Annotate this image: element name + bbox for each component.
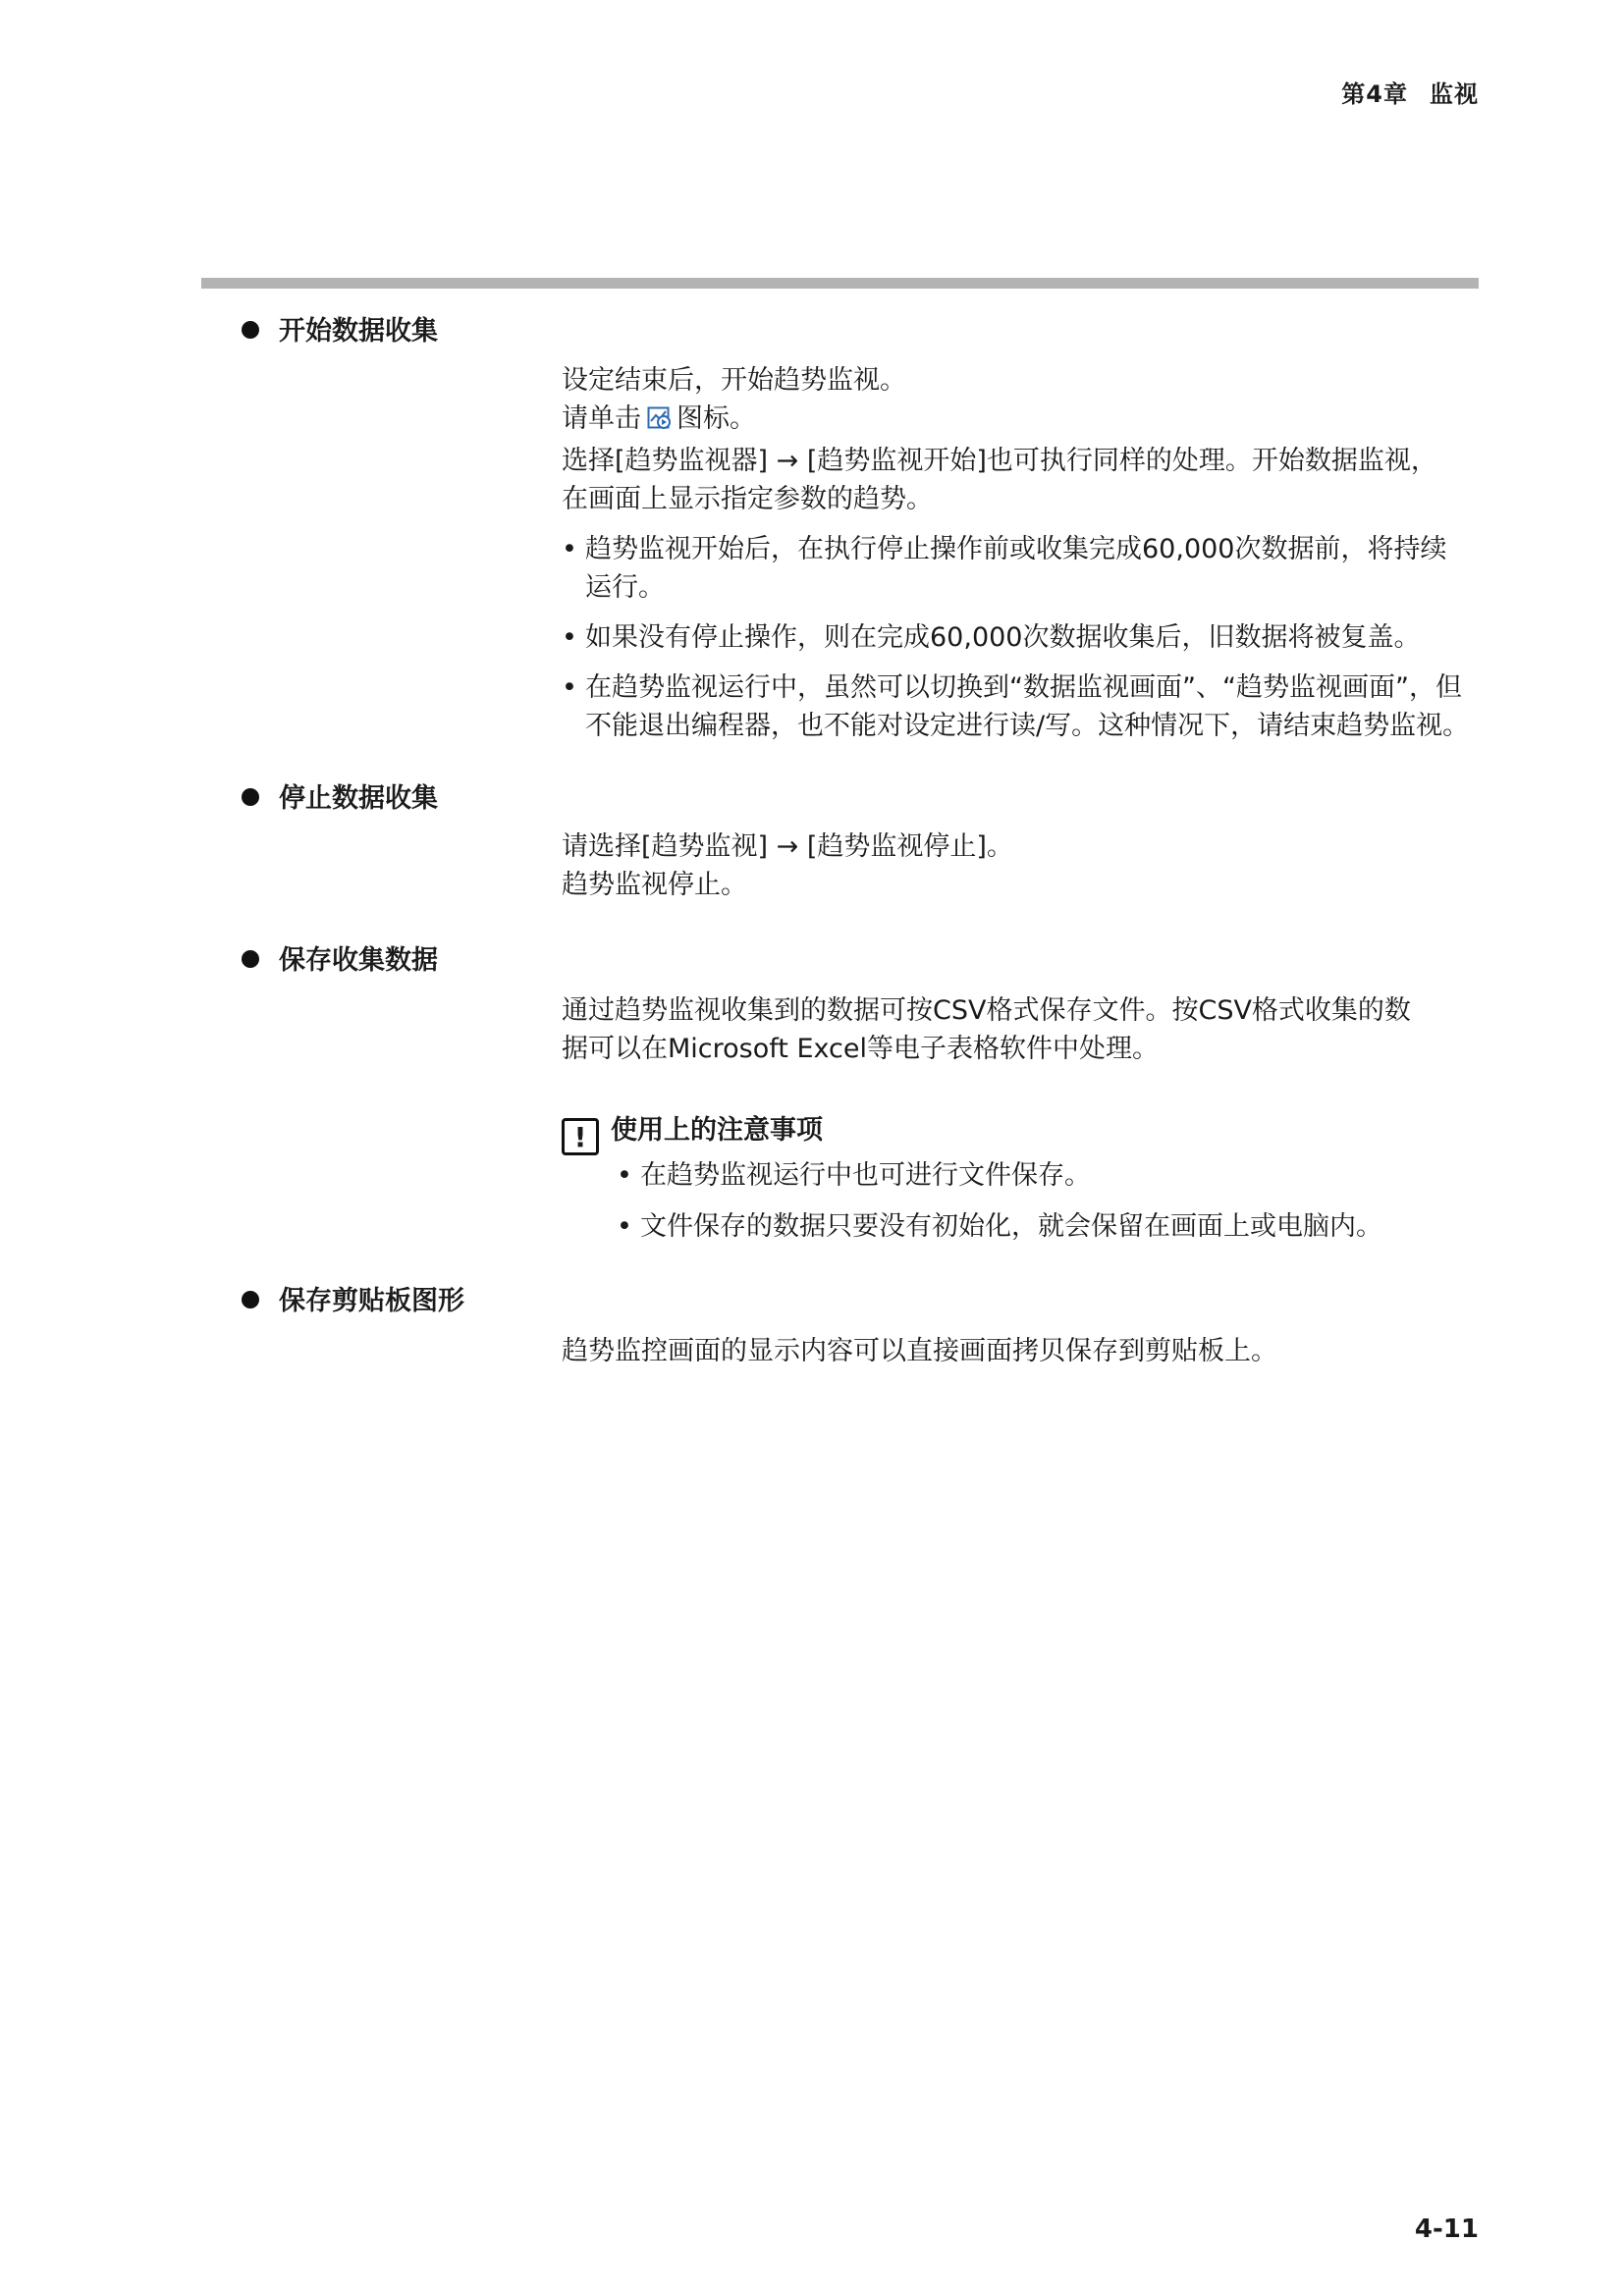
section-body-save-data: 通过趋势监视收集到的数据可按CSV格式保存文件。按CSV格式收集的数 据可以在Microsoft Excel等电子表格软件中处理。 [562, 995, 1411, 1064]
list-item: • 在趋势监视运行中，虽然可以切换到“数据监视画面”、“趋势监视画面”，但 不能退出编程器，也不能对设定进行读/写。这种情况下，请结束趋势监视。 [562, 668, 1485, 745]
caution-heading: ! 使用上的注意事项 [562, 1109, 823, 1155]
bullet-mark: • [617, 1160, 632, 1191]
page-number: 4-11 [1414, 2215, 1479, 2244]
bullet-mark: • [562, 534, 577, 564]
menu-paragraph-line1: 选择[趋势监视器] → [趋势监视开始]也可执行同样的处理。开始数据监视， [562, 446, 1437, 476]
section-bullet-icon [242, 950, 259, 968]
click-instruction: 请单击 图标。 [562, 400, 1485, 442]
section-title-save-clipboard: 保存剪贴板图形 [242, 1284, 464, 1319]
list-item: • 如果没有停止操作，则在完成60,000次数据收集后，旧数据将被复盖。 [562, 618, 1485, 657]
list-item: • 趋势监视开始后，在执行停止操作前或收集完成60,000次数据前，将持续 运行。 [562, 530, 1485, 607]
section-bullet-icon [242, 788, 259, 806]
intro-text: 设定结束后，开始趋势监视。 [562, 365, 906, 396]
list-item: • 文件保存的数据只要没有初始化，就会保留在画面上或电脑内。 [617, 1201, 1461, 1253]
section-title-start-collection: 开始数据收集 [242, 314, 438, 349]
list-item: • 在趋势监视运行中也可进行文件保存。 [617, 1150, 1461, 1201]
trend-start-icon [647, 403, 673, 442]
section-bullet-icon [242, 1291, 259, 1308]
section-body-save-clipboard: 趋势监控画面的显示内容可以直接画面拷贝保存到剪贴板上。 [562, 1336, 1277, 1366]
section-bullet-icon [242, 321, 259, 339]
caution-icon: ! [562, 1118, 599, 1155]
section-body-start-collection [562, 361, 1485, 745]
page-header [1341, 75, 1479, 109]
section-title-stop-collection: 停止数据收集 [242, 781, 438, 817]
caution-list [617, 1150, 1461, 1253]
section-rule [201, 278, 1479, 289]
chapter-title: 监视 [1430, 80, 1479, 108]
bullet-mark: • [617, 1211, 632, 1242]
bullet-mark: • [562, 672, 577, 703]
section-body-stop-collection: 请选择[趋势监视] → [趋势监视停止]。 趋势监视停止。 [562, 831, 1013, 900]
menu-paragraph-line2: 在画面上显示指定参数的趋势。 [562, 484, 933, 514]
chapter-label: 第4章 [1341, 80, 1408, 108]
section-title-save-data: 保存收集数据 [242, 943, 438, 979]
bullet-mark: • [562, 622, 577, 653]
